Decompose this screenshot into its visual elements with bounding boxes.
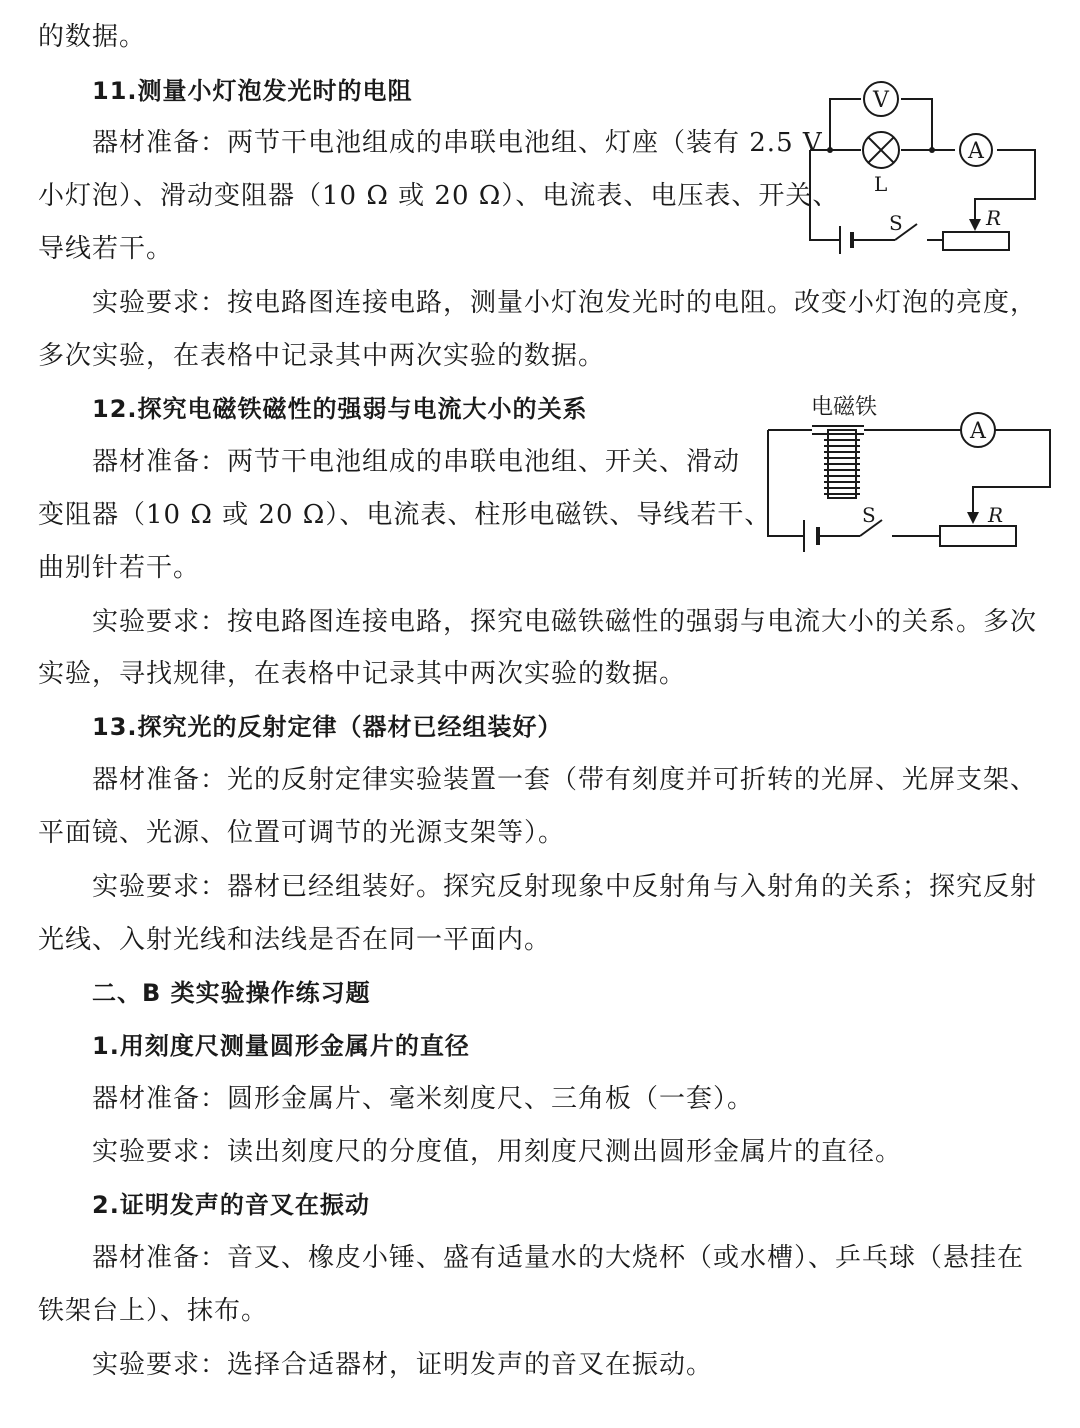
text-line: 器材准备：音叉、橡皮小锤、盛有适量水的大烧杯（或水槽）、乒乓球（悬挂在 — [92, 1243, 1025, 1273]
text-line: 实验要求：器材已经组装好。探究反射现象中反射角与入射角的关系；探究反射 — [92, 872, 1038, 902]
switch-label: S — [889, 211, 903, 235]
text-line: 器材准备：圆形金属片、毫米刻度尺、三角板（一套）。 — [92, 1084, 755, 1114]
switch-label: S — [862, 503, 876, 527]
lamp-label: L — [874, 172, 888, 196]
text-line: 器材准备：两节干电池组成的串联电池组、灯座（装有 2.5 V — [92, 128, 823, 158]
section-heading-b: 二、B 类实验操作练习题 — [92, 979, 371, 1007]
circuit-diagram-lamp — [800, 78, 1050, 268]
text-line: 小灯泡）、滑动变阻器（10 Ω 或 20 Ω）、电流表、电压表、开关、 — [38, 181, 840, 211]
text-line: 光线、入射光线和法线是否在同一平面内。 — [38, 925, 552, 955]
text-line: 变阻器（10 Ω 或 20 Ω）、电流表、柱形电磁铁、导线若干、 — [38, 500, 772, 530]
ammeter-label: A — [970, 419, 986, 444]
text-line: 实验要求：选择合适器材，证明发声的音叉在振动。 — [92, 1350, 714, 1380]
section-heading-11: 11.测量小灯泡发光时的电阻 — [92, 77, 413, 105]
section-heading-b1: 1.用刻度尺测量圆形金属片的直径 — [92, 1032, 470, 1060]
text-line: 铁架台上）、抹布。 — [38, 1296, 269, 1326]
circuit-diagram-electromagnet — [760, 388, 1060, 578]
text-line: 的数据。 — [38, 22, 147, 52]
text-line: 平面镜、光源、位置可调节的光源支架等）。 — [38, 818, 566, 848]
text-line: 实验要求：按电路图连接电路，测量小灯泡发光时的电阻。改变小灯泡的亮度， — [92, 288, 1038, 318]
text-line: 实验，寻找规律，在表格中记录其中两次实验的数据。 — [38, 659, 687, 689]
section-heading-12: 12.探究电磁铁磁性的强弱与电流大小的关系 — [92, 395, 588, 423]
ammeter-label: A — [968, 139, 984, 164]
section-heading-b2: 2.证明发声的音叉在振动 — [92, 1191, 370, 1219]
text-line: 导线若干。 — [38, 234, 174, 264]
text-line: 实验要求：读出刻度尺的分度值，用刻度尺测出圆形金属片的直径。 — [92, 1137, 903, 1167]
electromagnet-label: 电磁铁 — [810, 395, 878, 420]
rheostat-label: R — [988, 503, 1004, 527]
text-line: 器材准备：光的反射定律实验装置一套（带有刻度并可折转的光屏、光屏支架、 — [92, 765, 1038, 795]
section-heading-13: 13.探究光的反射定律（器材已经组装好） — [92, 713, 563, 741]
text-line: 实验要求：按电路图连接电路，探究电磁铁磁性的强弱与电流大小的关系。多次 — [92, 607, 1038, 637]
text-line: 器材准备：两节干电池组成的串联电池组、开关、滑动 — [92, 447, 741, 477]
voltmeter-label: V — [873, 88, 889, 113]
text-line: 曲别针若干。 — [38, 553, 201, 583]
rheostat-label: R — [986, 206, 1002, 230]
text-line: 多次实验，在表格中记录其中两次实验的数据。 — [38, 341, 606, 371]
